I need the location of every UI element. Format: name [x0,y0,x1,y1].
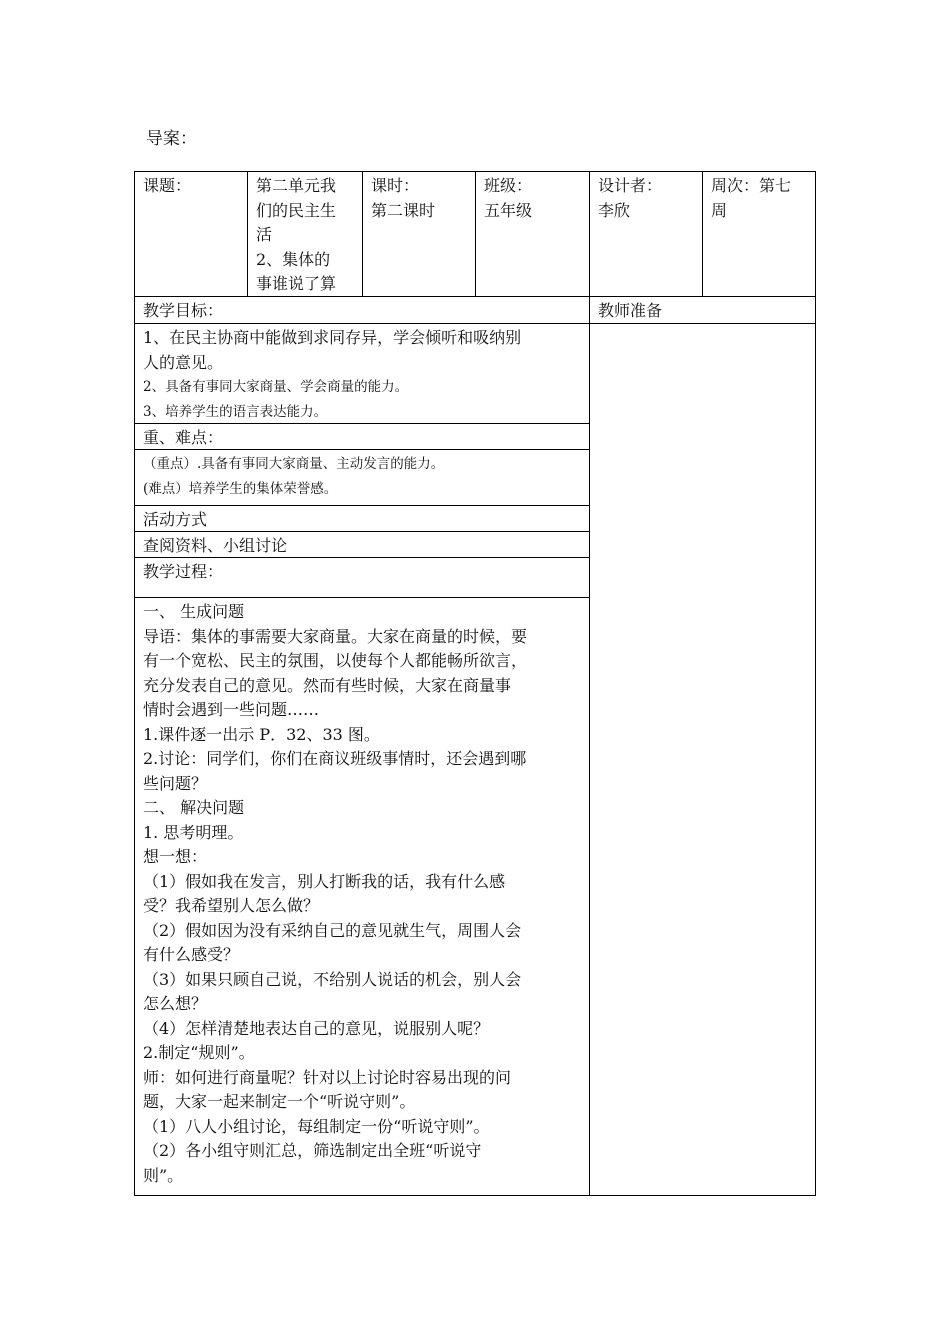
divider [589,171,590,1196]
goal-item: 3、培养学生的语言表达能力。 [143,404,328,420]
activity-value: 查阅资料、小组讨论 [143,536,288,555]
table-border-bottom [134,1195,816,1196]
topic-line: 活 [256,225,273,244]
process-line: （1）假如我在发言，别人打断我的话，我有什么感 [143,871,506,891]
topic-value [248,172,362,297]
process-line: 受？我希望别人怎么做？ [143,896,320,915]
process-line: （2）假如因为没有采纳自己的意见就生气，周围人会 [143,920,522,940]
topic-line: 事谁说了算 [256,274,337,293]
process-line: （1）八人小组讨论，每组制定一份“听说守则”。 [143,1116,490,1136]
goals-content [135,324,589,425]
topic-line: 2、集体的 [256,249,331,269]
process-line: 2.讨论：同学们，你们在商议班级事情时，还会遇到哪 [143,749,527,768]
process-line: 1.课件逐一出示 P．32、33 图。 [143,724,380,744]
class-value: 五年级 [484,200,533,220]
process-line: 怎么想？ [143,994,208,1013]
key-points-content [135,450,589,502]
goals-label: 教学目标： [143,301,224,320]
key-points-label: 重、难点： [143,428,224,447]
activity-label: 活动方式 [143,510,208,529]
process-line: 则”。 [143,1165,184,1185]
topic-line: 第二单元我 [256,176,337,195]
period-cell [363,172,475,223]
process-line: 充分发表自己的意见。然而有些时候，大家在商量事 [143,675,512,695]
goal-item: 2、具备有事同大家商量、学会商量的能力。 [143,379,409,395]
teacher-prep-label: 教师准备 [598,301,663,320]
class-cell [476,172,589,223]
process-line: 有什么感受？ [143,945,240,964]
key-point-item: (难点）培养学生的集体荣誉感。 [143,481,338,497]
process-line: 二、 解决问题 [143,798,245,817]
process-line: （3）如果只顾自己说，不给别人说话的机会，别人会 [143,969,522,989]
process-line: 想一想： [143,847,208,866]
page-heading: 导案： [146,129,197,149]
process-line: 导语：集体的事需要大家商量。大家在商量的时候，要 [143,626,528,646]
process-content [135,598,589,1188]
week-value: 周 [711,200,728,220]
process-line: 题，大家一起来制定一个“听说守则”。 [143,1092,416,1111]
process-line: 师：如何进行商量呢？针对以上讨论时容易出现的问 [143,1067,512,1087]
process-label: 教学过程： [143,562,224,581]
designer-value: 李欣 [598,200,631,220]
process-line: 一、 生成问题 [143,602,245,621]
designer-label: 设计者： [598,176,663,195]
table-border-right [815,171,816,1196]
process-line: 1. 思考明理。 [143,822,244,842]
process-line: （4）怎样清楚地表达自己的意见，说服别人呢？ [143,1018,490,1038]
process-line: 有一个宽松、民主的氛围，以使每个人都能畅所欲言， [143,651,528,670]
process-line: 情时会遇到一些问题…… [143,700,320,719]
topic-label: 课题： [143,176,192,195]
goal-item: 人的意见。 [143,352,224,372]
week-cell [703,172,815,223]
period-label: 课时： [371,176,420,195]
period-value: 第二课时 [371,200,436,220]
class-label: 班级： [484,176,533,195]
week-label: 周次：第七 [711,176,792,195]
process-line: 些问题？ [143,773,208,793]
process-line: （2）各小组守则汇总，筛选制定出全班“听说守 [143,1141,482,1160]
goal-item: 1、在民主协商中能做到求同存异，学会倾听和吸纳别 [143,328,522,347]
topic-line: 们的民主生 [256,200,337,220]
designer-cell [590,172,702,223]
key-point-item: （重点）.具备有事同大家商量、主动发言的能力。 [143,456,445,472]
process-line: 2.制定“规则”。 [143,1043,255,1062]
